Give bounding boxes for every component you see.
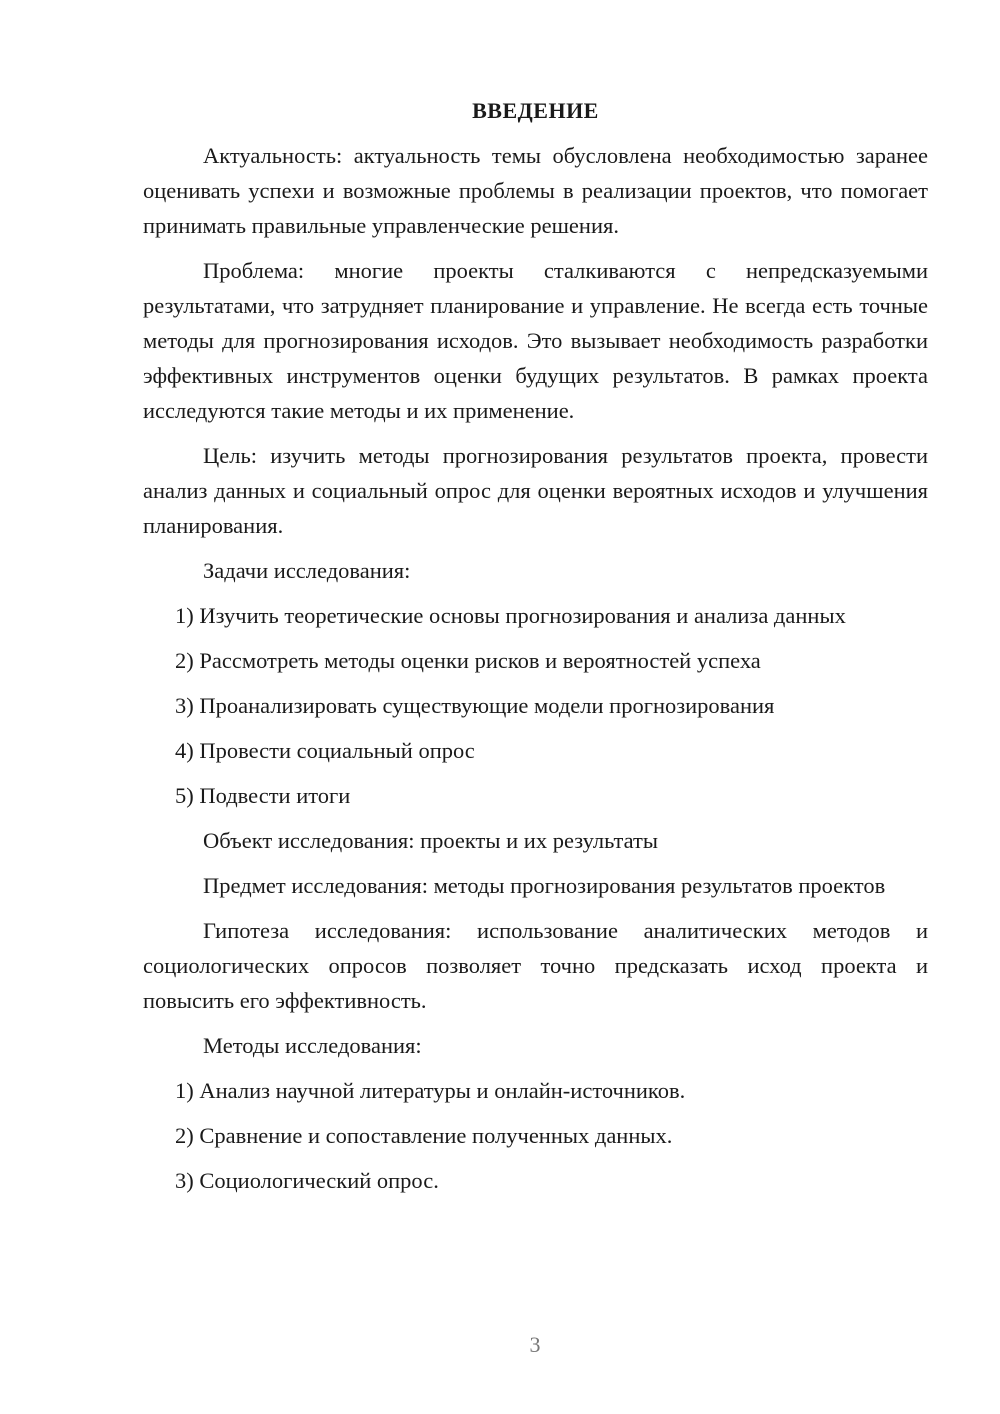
page-title: ВВЕДЕНИЕ: [472, 98, 599, 123]
page-content: [143, 96, 928, 1208]
task-item: 4) Провести социальный опрос: [175, 738, 475, 763]
hypothesis-paragraph: Гипотеза исследования: использование аналитических методов и социологических опросов позволяет точно предсказать исход проекта и повысить его эффективность.: [143, 918, 928, 1013]
method-item: 2) Сравнение и сопоставление полученных данных.: [175, 1123, 673, 1148]
task-item: 5) Подвести итоги: [175, 783, 351, 808]
tasks-heading: Задачи исследования:: [203, 558, 411, 583]
task-item: 3) Проанализировать существующие модели прогнозирования: [175, 693, 775, 718]
goal-paragraph: Цель: изучить методы прогнозирования результатов проекта, провести анализ данных и социальный опрос для оценки вероятных исходов и улучшения планирования.: [143, 443, 928, 538]
methods-heading: Методы исследования:: [203, 1033, 422, 1058]
method-item: 1) Анализ научной литературы и онлайн-источников.: [175, 1078, 686, 1103]
subject-paragraph: Предмет исследования: методы прогнозирования результатов проектов: [203, 873, 886, 898]
method-item: 3) Социологический опрос.: [175, 1168, 439, 1193]
task-item: 2) Рассмотреть методы оценки рисков и вероятностей успеха: [175, 648, 761, 673]
task-item: 1) Изучить теоретические основы прогнозирования и анализа данных: [175, 603, 846, 628]
page-number: 3: [529, 1332, 541, 1357]
relevance-paragraph: Актуальность: актуальность темы обусловлена необходимостью заранее оценивать успехи и возможные проблемы в реализации проектов, что помогает принимать правильные управленческие решения.: [143, 143, 928, 238]
problem-paragraph: Проблема: многие проекты сталкиваются с непредсказуемыми результатами, что затрудняет планирование и управление. Не всегда есть точные методы для прогнозирования исходов. Это вызывает необходимость разработки эффективных инструментов оценки будущих результатов. В рамках проекта исследуются такие методы и их применение.: [143, 258, 928, 423]
object-paragraph: Объект исследования: проекты и их результаты: [203, 828, 658, 853]
